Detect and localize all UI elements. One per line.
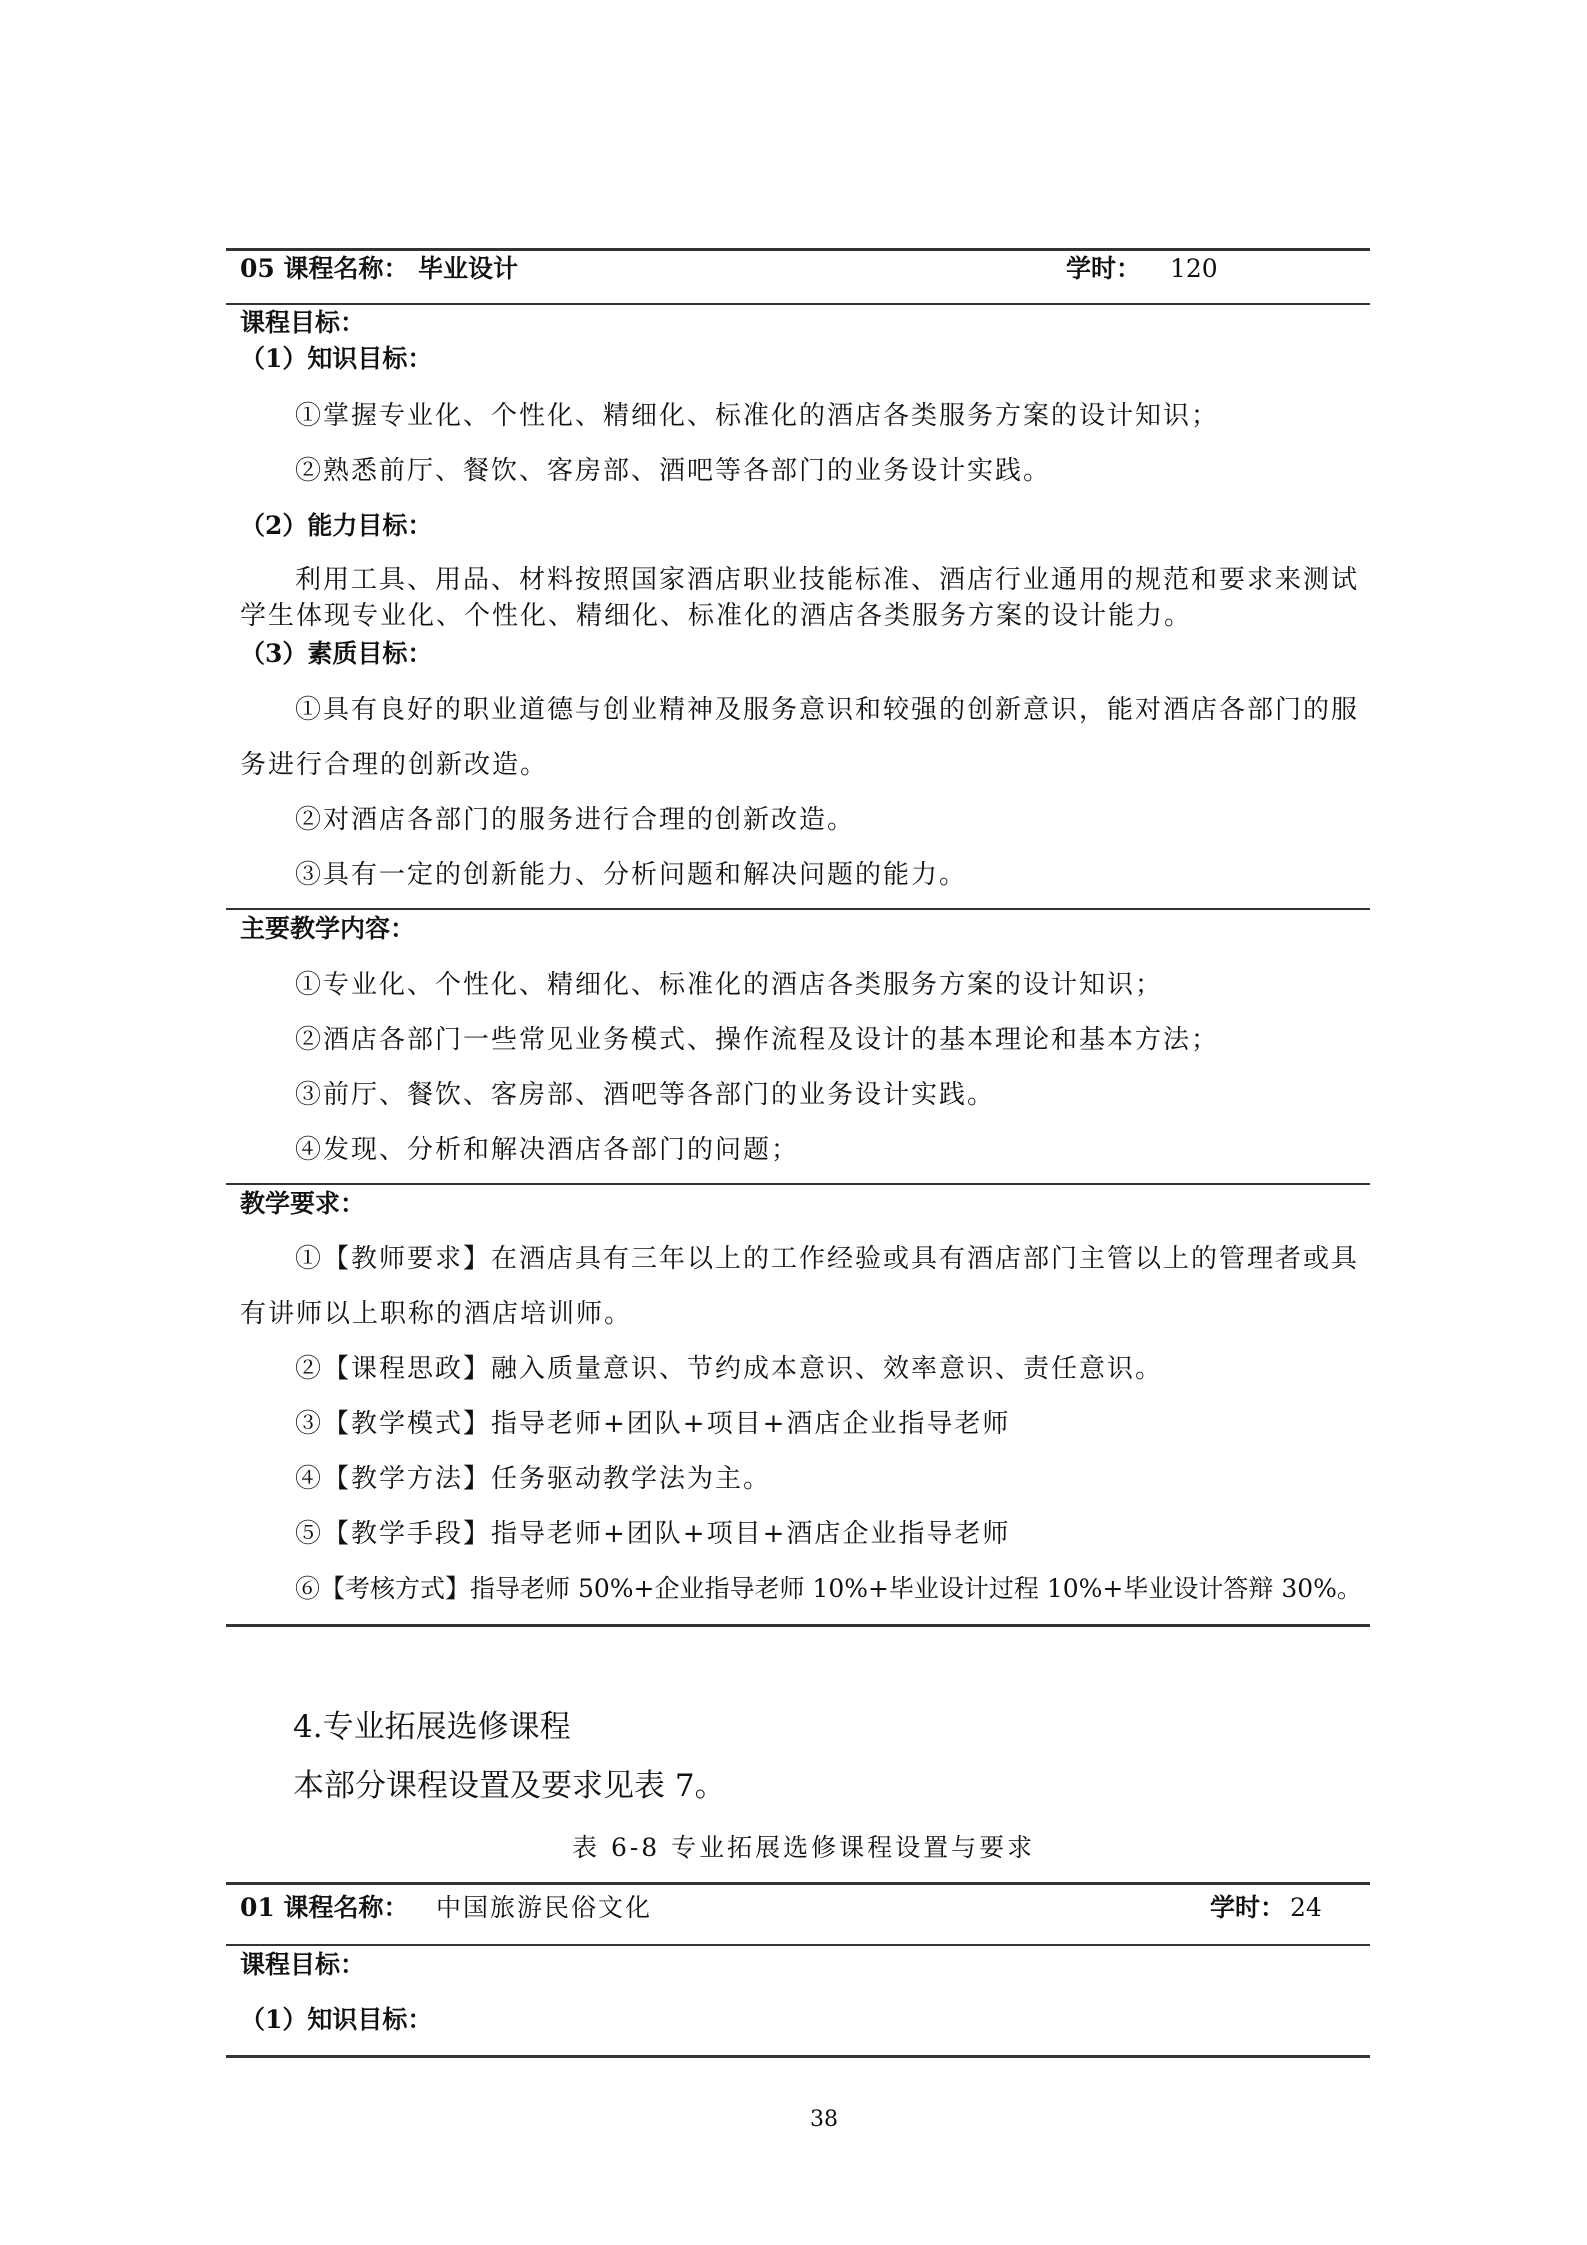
objectives-title: 课程目标： bbox=[240, 1950, 366, 1979]
content-item: ④发现、分析和解决酒店各部门的问题； bbox=[295, 1135, 800, 1165]
course-name: 毕业设计 bbox=[418, 254, 519, 283]
course-name-label: 01 课程名称： bbox=[240, 1893, 409, 1922]
row-divider bbox=[226, 1944, 1370, 1946]
teaching-requirements-title: 教学要求： bbox=[240, 1189, 366, 1218]
content-item: ②酒店各部门一些常见业务模式、操作流程及设计的基本理论和基本方法； bbox=[295, 1025, 1220, 1055]
quality-item: ③具有一定的创新能力、分析问题和解决问题的能力。 bbox=[295, 860, 968, 890]
knowledge-objective-title: （1）知识目标： bbox=[240, 344, 433, 373]
row-divider bbox=[226, 908, 1370, 910]
course-hours-label: 学时： bbox=[1210, 1893, 1286, 1922]
quality-item-continued: 务进行合理的创新改造。 bbox=[240, 750, 549, 780]
table-caption: 表 6-8 专业拓展选修课程设置与要求 bbox=[572, 1833, 1036, 1862]
ability-objective-text: 利用工具、用品、材料按照国家酒店职业技能标准、酒店行业通用的规范和要求来测试学生体现专业化、个性化、精细化、标准化的酒店各类服务方案的设计能力。 bbox=[240, 565, 1360, 631]
quality-item: ①具有良好的职业道德与创业精神及服务意识和较强的创新意识，能对酒店各部门的服 bbox=[295, 695, 1360, 725]
row-divider bbox=[226, 303, 1370, 305]
quality-item: ②对酒店各部门的服务进行合理的创新改造。 bbox=[295, 805, 856, 835]
page-number: 38 bbox=[810, 2107, 838, 2132]
knowledge-item: ①掌握专业化、个性化、精细化、标准化的酒店各类服务方案的设计知识； bbox=[295, 401, 1220, 431]
course-name: 中国旅游民俗文化 bbox=[436, 1893, 653, 1922]
requirement-item: ②【课程思政】融入质量意识、节约成本意识、效率意识、责任意识。 bbox=[295, 1354, 1164, 1384]
knowledge-objective-title: （1）知识目标： bbox=[240, 2005, 433, 2034]
table-top-border bbox=[226, 248, 1370, 251]
course-hours: 24 bbox=[1290, 1893, 1322, 1922]
requirement-item: ④【教学方法】任务驱动教学法为主。 bbox=[295, 1464, 772, 1494]
table-top-border bbox=[226, 1882, 1370, 1885]
row-divider bbox=[226, 1183, 1370, 1185]
objectives-title: 课程目标： bbox=[240, 308, 366, 337]
requirement-item: ⑤【教学手段】指导老师+团队+项目+酒店企业指导老师 bbox=[295, 1519, 1011, 1549]
course-name-label: 05 课程名称： bbox=[240, 254, 409, 283]
requirement-item: ①【教师要求】在酒店具有三年以上的工作经验或具有酒店部门主管以上的管理者或具 bbox=[295, 1244, 1360, 1274]
table-bottom-border bbox=[226, 1624, 1370, 1627]
requirement-item-continued: 有讲师以上职称的酒店培训师。 bbox=[240, 1299, 633, 1329]
content-item: ③前厅、餐饮、客房部、酒吧等各部门的业务设计实践。 bbox=[295, 1080, 996, 1110]
section-intro: 本部分课程设置及要求见表 7。 bbox=[293, 1768, 726, 1804]
course-hours-label: 学时： bbox=[1066, 254, 1142, 283]
quality-objective-title: （3）素质目标： bbox=[240, 639, 433, 668]
table-bottom-border bbox=[226, 2055, 1370, 2058]
content-item: ①专业化、个性化、精细化、标准化的酒店各类服务方案的设计知识； bbox=[295, 970, 1164, 1000]
teaching-content-title: 主要教学内容： bbox=[240, 914, 416, 943]
knowledge-item: ②熟悉前厅、餐饮、客房部、酒吧等各部门的业务设计实践。 bbox=[295, 456, 1052, 486]
requirement-item: ⑥【考核方式】指导老师 50%+企业指导老师 10%+毕业设计过程 10%+毕业设计答辩 30%。 bbox=[295, 1574, 1362, 1603]
course-hours: 120 bbox=[1170, 254, 1218, 283]
ability-objective-title: （2）能力目标： bbox=[240, 511, 433, 540]
requirement-item: ③【教学模式】指导老师+团队+项目+酒店企业指导老师 bbox=[295, 1409, 1011, 1439]
section-heading: 4.专业拓展选修课程 bbox=[293, 1709, 571, 1745]
